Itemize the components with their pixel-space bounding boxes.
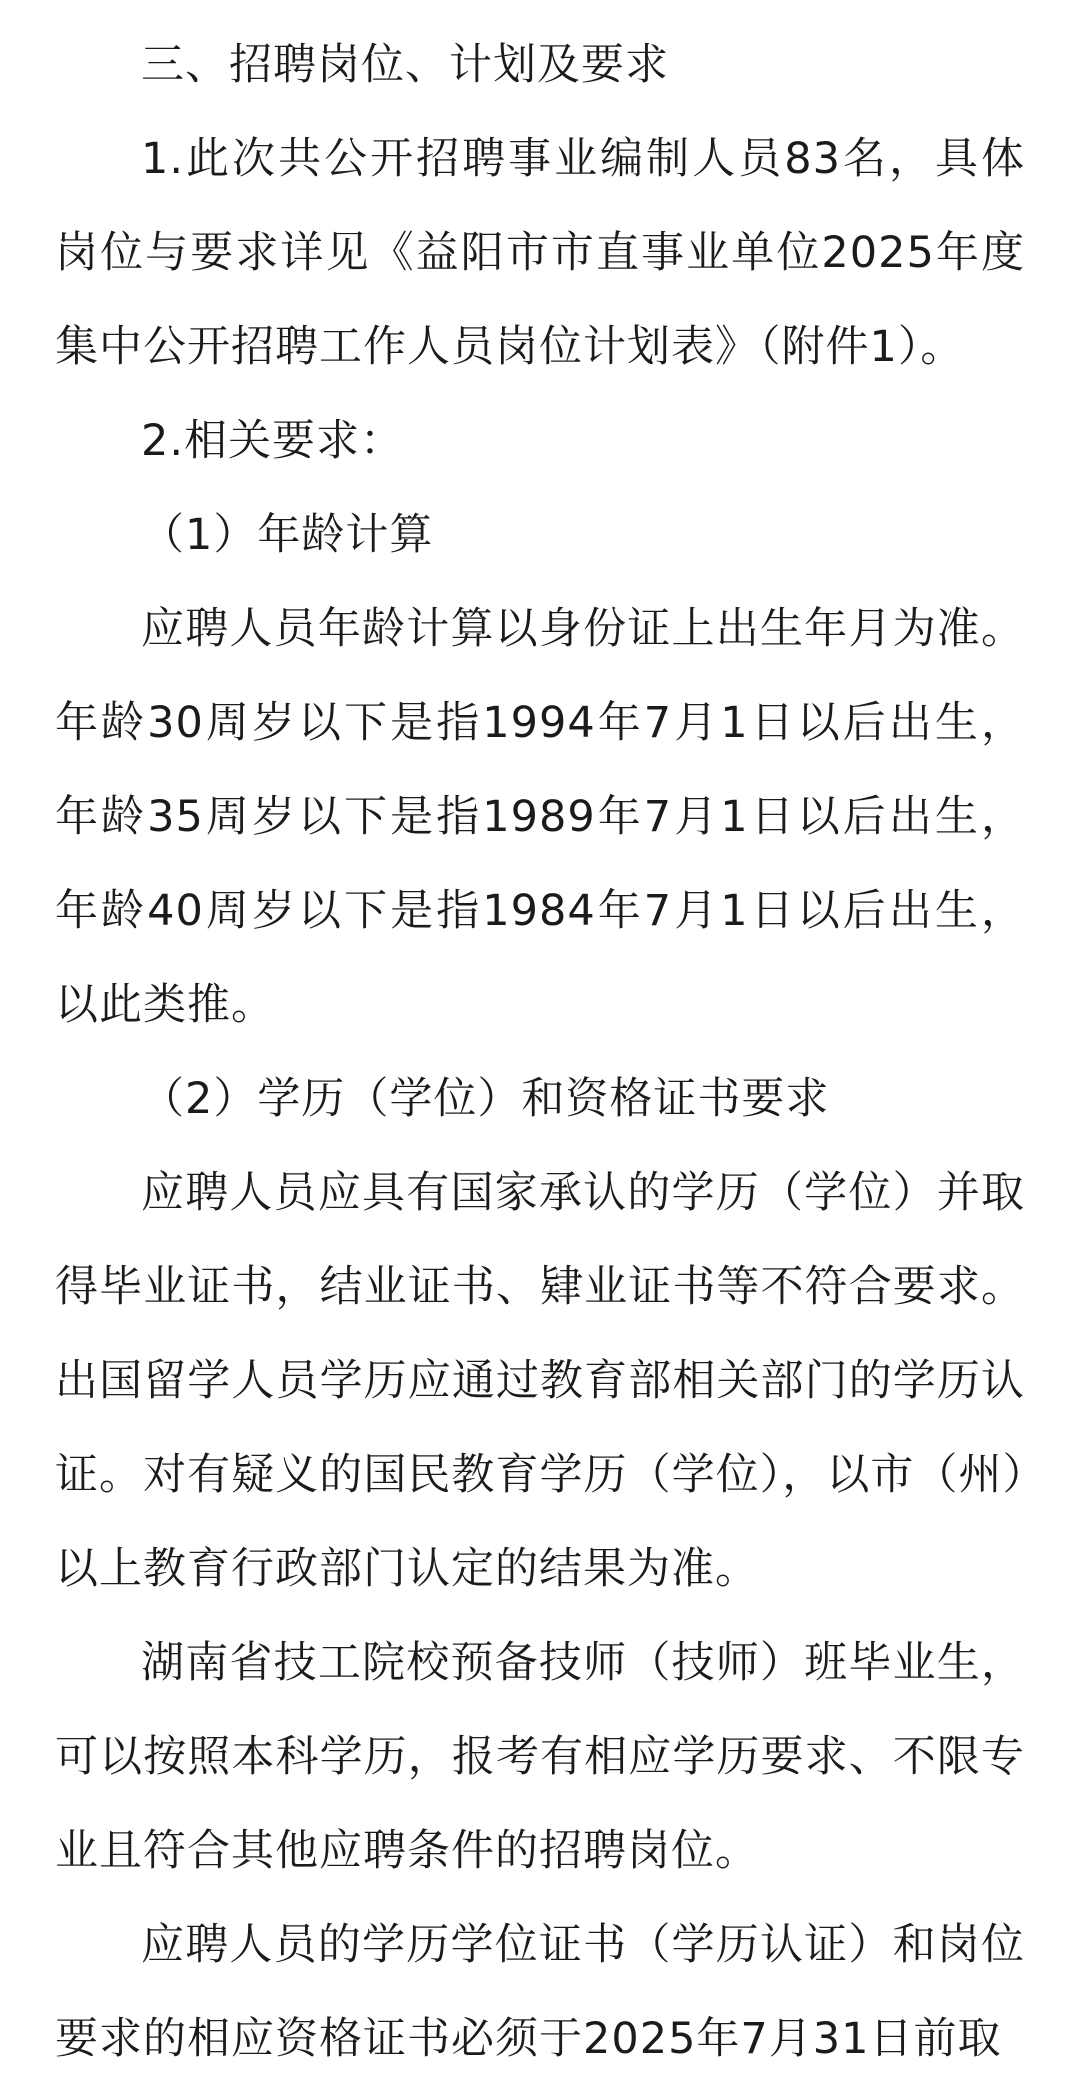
item-2-heading: 2.相关要求： [141,416,405,466]
education-paragraph-3: 应聘人员的学历学位证书（学历认证）和岗位要求的相应资格证书必须于2025年7月31日前取 [55,1920,1025,2064]
section-heading: 三、招聘岗位、计划及要求 [141,40,669,90]
document-body [55,18,1025,2086]
age-calculation-paragraph: 应聘人员年龄计算以身份证上出生年月为准。年龄30周岁以下是指1994年7月1日以后出生，年龄35周岁以下是指1989年7月1日以后出生，年龄40周岁以下是指1984年7月1日以后出生，以此类推。 [55,604,1025,1030]
education-paragraph-2: 湖南省技工院校预备技师（技师）班毕业生，可以按照本科学历，报考有相应学历要求、不限专业且符合其他应聘条件的招聘岗位。 [55,1638,1025,1876]
item-1-paragraph: 1.此次共公开招聘事业编制人员83名，具体岗位与要求详见《益阳市市直事业单位2025年度集中公开招聘工作人员岗位计划表》（附件1）。 [55,134,1025,372]
education-paragraph-1: 应聘人员应具有国家承认的学历（学位）并取得毕业证书，结业证书、肄业证书等不符合要求。出国留学人员学历应通过教育部相关部门的学历认证。对有疑义的国民教育学历（学位），以市（州）以上教育行政部门认定的结果为准。 [55,1168,1025,1594]
age-calculation-heading: （1）年龄计算 [141,510,434,560]
education-requirements-heading: （2）学历（学位）和资格证书要求 [141,1074,830,1124]
